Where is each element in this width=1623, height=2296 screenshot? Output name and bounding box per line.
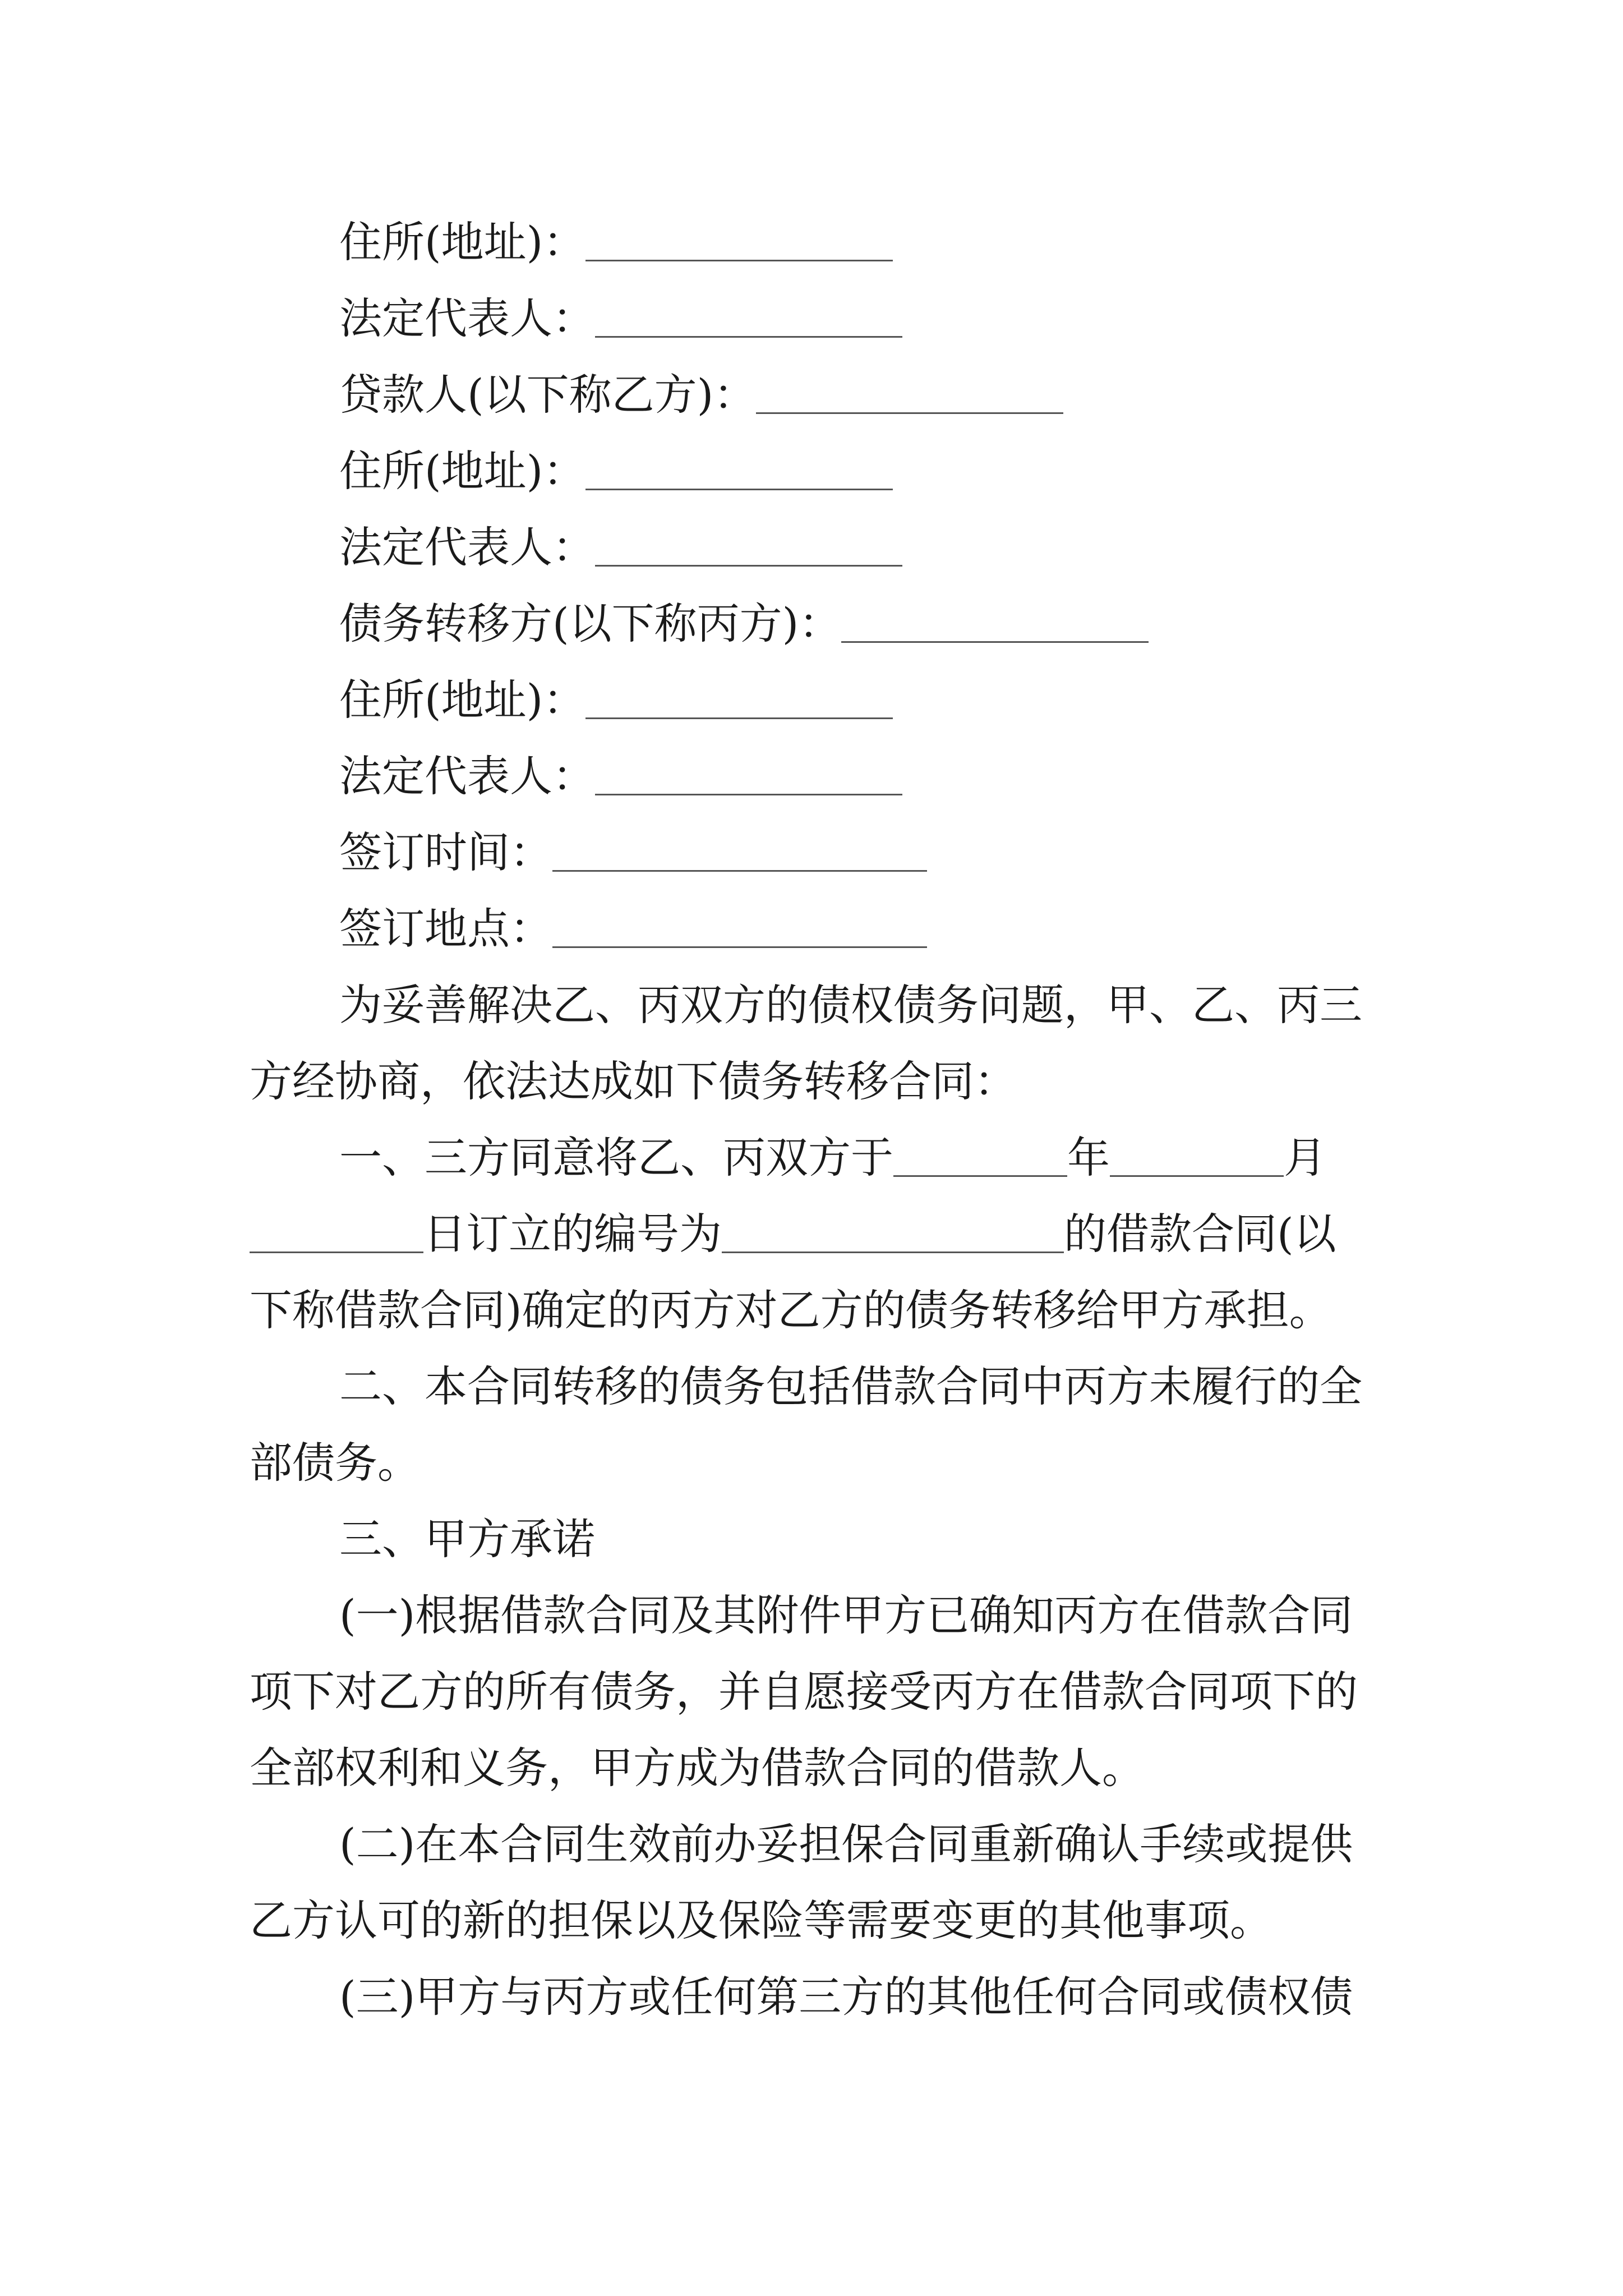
sign-time-blank[interactable] xyxy=(552,869,927,872)
party-b-label: 贷款人(以下称乙方)： xyxy=(339,370,757,420)
party-a-address-label: 住所(地址)： xyxy=(339,217,586,267)
clause-1-number-blank[interactable] xyxy=(722,1251,1064,1253)
clause-1-line-2 xyxy=(250,1206,1336,1262)
party-b-address-label: 住所(地址)： xyxy=(339,446,586,496)
clause-3-item-3-line-1: (三)甲方与丙方或任何第三方的其他任何合同或债权债 xyxy=(339,1972,1353,2022)
sign-time-line xyxy=(339,825,927,881)
party-c-address-blank[interactable] xyxy=(585,717,893,719)
sign-place-blank[interactable] xyxy=(552,946,927,948)
clause-1-year-blank[interactable] xyxy=(893,1175,1067,1177)
clause-1-day-text: 日订立的编号为 xyxy=(423,1209,722,1259)
party-c-line xyxy=(339,596,1149,652)
party-a-rep-line xyxy=(339,291,902,347)
clause-3-item-1-line-2: 项下对乙方的所有债务，并自愿接受丙方在借款合同项下的 xyxy=(250,1667,1358,1717)
party-b-rep-label: 法定代表人： xyxy=(339,522,595,572)
party-a-rep-label: 法定代表人： xyxy=(339,293,595,343)
clause-1-part-2: 的借款合同(以 xyxy=(1064,1209,1336,1259)
clause-3-item-2-line-1: (二)在本合同生效前办妥担保合同重新确认手续或提供 xyxy=(339,1819,1353,1869)
party-c-rep-blank[interactable] xyxy=(595,793,902,795)
party-b-blank[interactable] xyxy=(756,412,1063,414)
party-c-rep-line xyxy=(339,748,902,804)
clause-3-item-2-line-2: 乙方认可的新的担保以及保险等需要变更的其他事项。 xyxy=(250,1895,1272,1945)
party-c-address-line xyxy=(339,672,893,728)
sign-time-label: 签订时间： xyxy=(339,827,552,877)
sign-place-label: 签订地点： xyxy=(339,904,552,954)
clause-1-line-3: 下称借款合同)确定的丙方对乙方的债务转移给甲方承担。 xyxy=(250,1285,1332,1335)
clause-1-month-blank[interactable] xyxy=(1110,1175,1284,1177)
clause-1-month-label: 月 xyxy=(1284,1133,1326,1182)
clause-1-day-blank[interactable] xyxy=(250,1251,423,1253)
party-b-line xyxy=(339,367,1063,423)
party-b-rep-blank[interactable] xyxy=(595,564,902,567)
party-c-blank[interactable] xyxy=(841,641,1149,643)
party-a-address-line xyxy=(339,214,893,270)
party-c-label: 债务转移方(以下称丙方)： xyxy=(339,599,842,648)
clause-1-part-1: 一、三方同意将乙、丙双方于 xyxy=(339,1133,893,1182)
preamble-line-2: 方经协商，依法达成如下债务转移合同： xyxy=(250,1056,1017,1106)
clause-3-item-1-line-3: 全部权利和义务，甲方成为借款合同的借款人。 xyxy=(250,1743,1145,1793)
party-b-address-line xyxy=(339,443,893,499)
clause-1-line-1 xyxy=(339,1130,1326,1186)
party-b-address-blank[interactable] xyxy=(585,488,893,490)
party-a-rep-blank[interactable] xyxy=(595,335,902,338)
preamble-line-1: 为妥善解决乙、丙双方的债权债务问题，甲、乙、丙三 xyxy=(339,980,1362,1030)
party-a-address-blank[interactable] xyxy=(585,259,893,261)
clause-3-item-1-line-1: (一)根据借款合同及其附件甲方已确知丙方在借款合同 xyxy=(339,1590,1353,1640)
party-c-address-label: 住所(地址)： xyxy=(339,675,586,725)
sign-place-line xyxy=(339,901,927,957)
clause-2-line-2: 部债务。 xyxy=(250,1438,420,1488)
clause-2-line-1: 二、本合同转移的债务包括借款合同中丙方未履行的全 xyxy=(339,1361,1362,1411)
party-b-rep-line xyxy=(339,519,902,576)
clause-3-heading: 三、甲方承诺 xyxy=(339,1514,595,1564)
clause-1-year-label: 年 xyxy=(1067,1133,1110,1182)
party-c-rep-label: 法定代表人： xyxy=(339,751,595,801)
